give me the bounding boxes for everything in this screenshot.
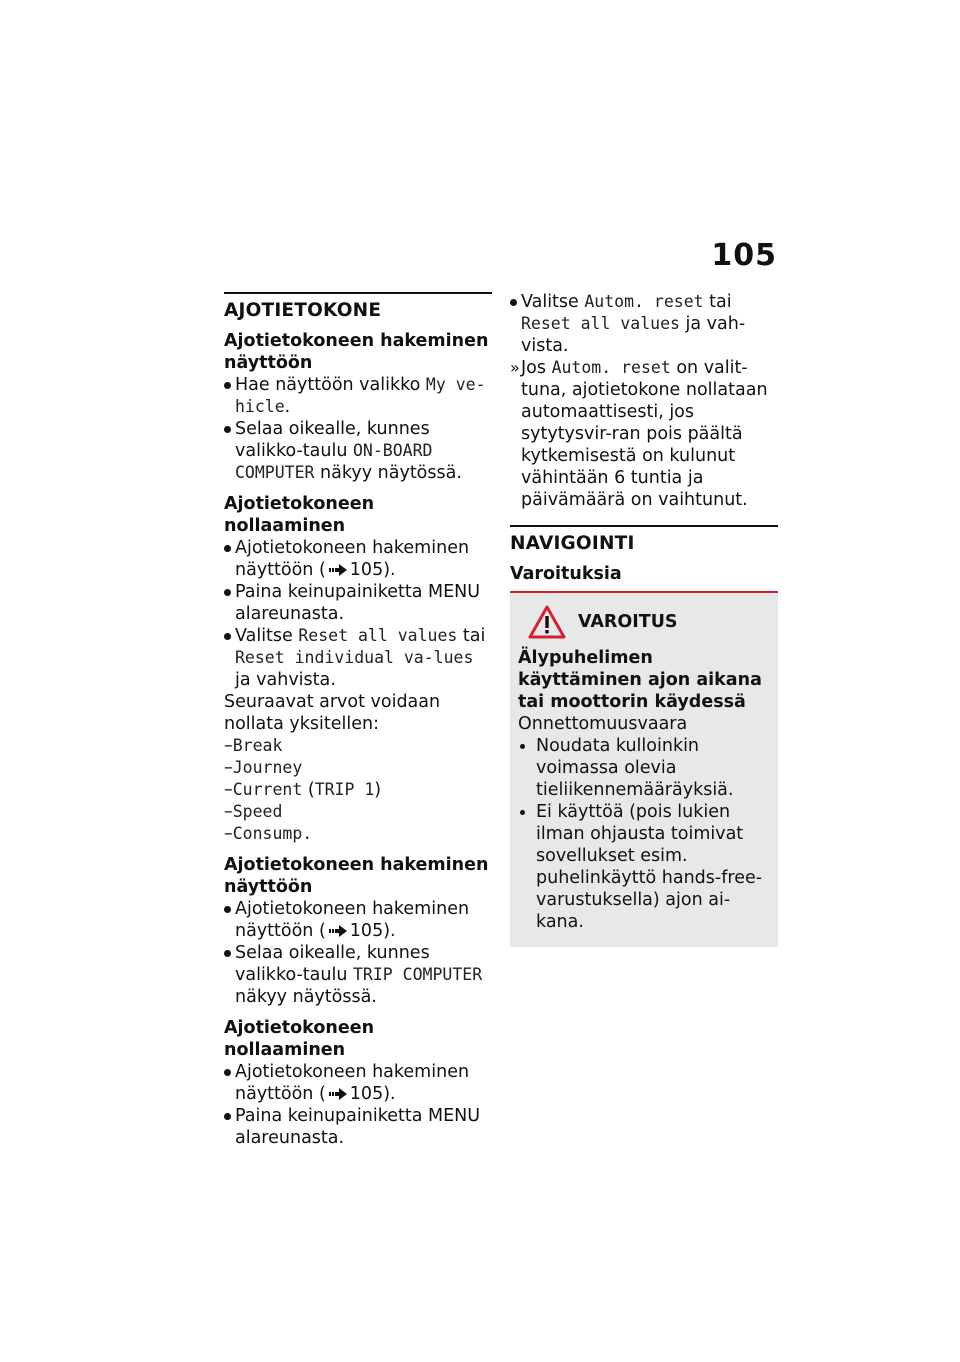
reset-value-item: –Break (224, 736, 283, 756)
subheading: Ajotietokoneen hakeminen näyttöön (224, 331, 489, 373)
instruction-list (510, 291, 778, 511)
subheading: Ajotietokoneen hakeminen näyttöön (224, 855, 489, 897)
instruction-item: Ajotietokoneen hakeminen näyttöön ( 105). (224, 898, 492, 942)
menu-code: Autom. reset (551, 358, 671, 377)
reset-value-item: –Current (TRIP 1) (224, 780, 382, 800)
page-number: 105 (711, 238, 777, 273)
subheading: Ajotietokoneen nollaaminen (224, 494, 375, 536)
block-display-onboard (224, 330, 492, 484)
instruction-list (224, 537, 492, 691)
menu-code: Reset all values (521, 314, 680, 333)
instruction-list (224, 898, 492, 1008)
instruction-item: Ajotietokoneen hakeminen näyttöön ( 105). (224, 1061, 492, 1105)
result-item: » Jos Autom. reset on valit-tuna, ajotietokone nollataan automaattisesti, jos sytytysvir-ran pois päältä kytkemisestä on kulunut vähintään 6 tuntia ja päivämäärä on vaihtunut. (510, 357, 778, 511)
warning-label: VAROITUS (578, 612, 678, 632)
block-display-trip (224, 854, 492, 1008)
reset-value-item: –Consump. (224, 824, 313, 844)
right-column (510, 291, 778, 947)
instruction-item: Hae näyttöön valikko My ve-hicle. (224, 374, 492, 418)
paragraph: Seuraavat arvot voidaan nollata yksitellen: (224, 692, 441, 734)
page-reference-icon (329, 1088, 347, 1100)
left-column (224, 292, 492, 1158)
warning-header (528, 605, 768, 639)
warning-title: Älypuhelimen käyttäminen ajon aikana tai moottorin käydessä (518, 648, 762, 712)
menu-code: TRIP COMPUTER (353, 965, 483, 984)
page-reference-icon (329, 925, 347, 937)
warning-box (510, 591, 778, 947)
hazard-text: Onnettomuusvaara (518, 714, 688, 734)
menu-code: Autom. reset (584, 292, 704, 311)
warning-item: Ei käyttöä (pois lukien ilman ohjausta toimivat sovellukset esim. puhelinkäyttö hands-free-varustuksella) ajon ai-kana. (518, 801, 768, 933)
instruction-item: Paina keinupainiketta MENU alareunasta. (224, 1105, 492, 1149)
menu-code: ON-BOARD COMPUTER (235, 441, 433, 482)
warning-list (518, 735, 768, 933)
instruction-list (224, 1061, 492, 1149)
instruction-item: Selaa oikealle, kunnes valikko-taulu ON-BOARD COMPUTER näkyy näytössä. (224, 418, 492, 484)
menu-code: My ve-hicle (235, 375, 486, 416)
warning-item: Noudata kulloinkin voimassa olevia tieliikennemääräyksiä. (518, 735, 768, 801)
subheading-varoituksia: Varoituksia (510, 564, 622, 584)
block-reset-onboard (224, 493, 492, 845)
menu-code: Reset individual va-lues (235, 648, 474, 667)
instruction-list (224, 374, 492, 484)
instruction-item: Valitse Autom. reset tai Reset all values ja vah-vista. (510, 291, 778, 357)
reset-value-item: –Speed (224, 802, 283, 822)
menu-code: Reset all values (298, 626, 458, 645)
instruction-item: Paina keinupainiketta MENU alareunasta. (224, 581, 492, 625)
subheading: Ajotietokoneen nollaaminen (224, 1018, 375, 1060)
section-title-navigointi: NAVIGOINTI (510, 525, 778, 555)
page-reference-icon (329, 564, 347, 576)
warning-triangle-icon (528, 605, 566, 639)
reset-value-item: –Journey (224, 758, 303, 778)
section-title-ajotietokone: AJOTIETOKONE (224, 292, 492, 322)
block-reset-trip (224, 1017, 492, 1149)
instruction-item: Selaa oikealle, kunnes valikko-taulu TRIP COMPUTER näkyy näytössä. (224, 942, 492, 1008)
instruction-item: Ajotietokoneen hakeminen näyttöön ( 105). (224, 537, 492, 581)
instruction-item: Valitse Reset all values tai Reset individual va-lues ja vahvista. (224, 625, 492, 691)
